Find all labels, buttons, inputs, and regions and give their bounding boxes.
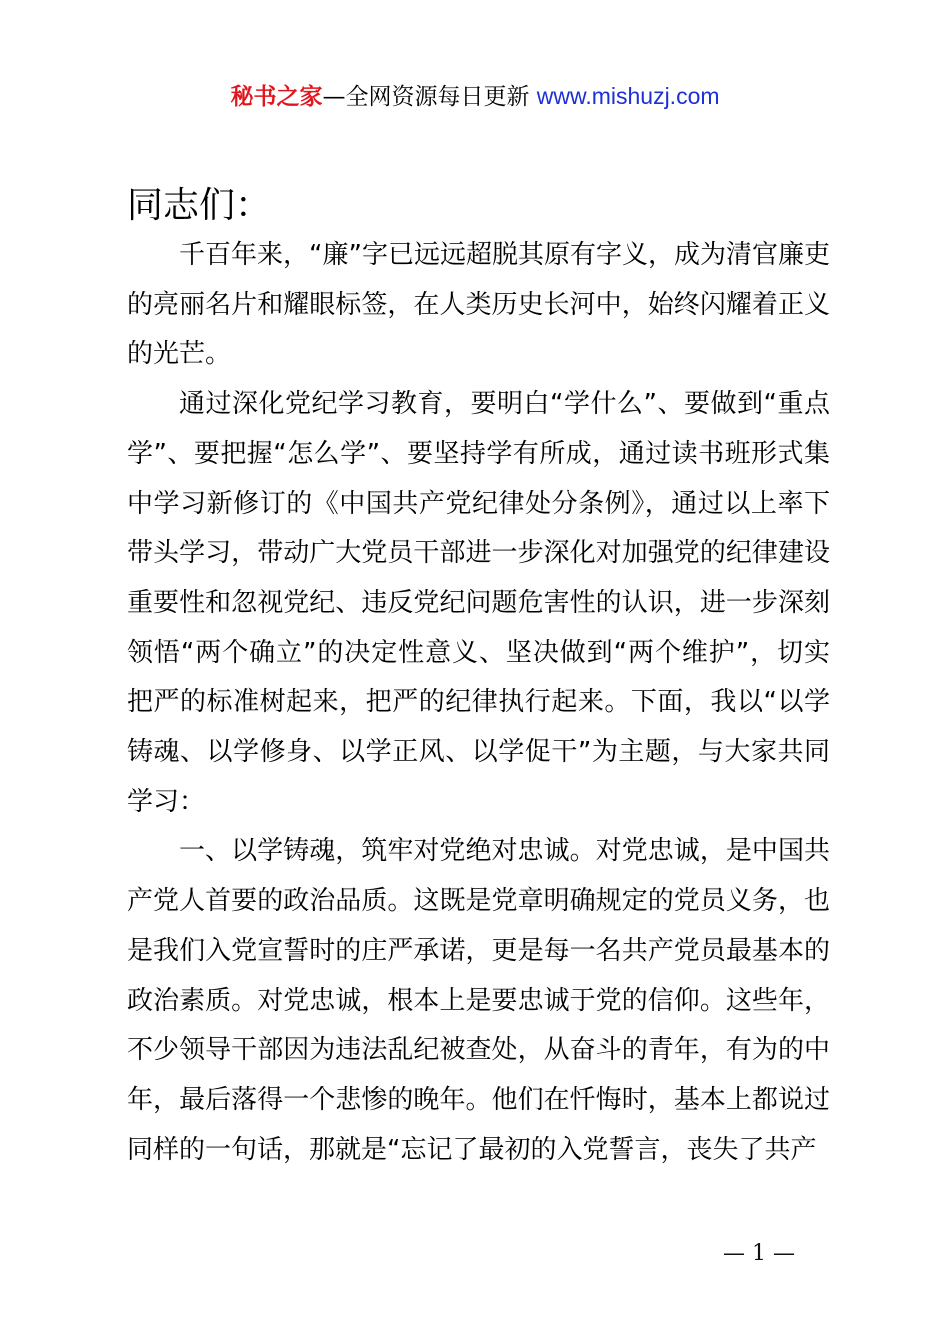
paragraph-overview: 通过深化党纪学习教育，要明白“学什么”、要做到“重点学”、要把握“怎么学”、要坚持学有所成，通过读书班形式集中学习新修订的《中国共产党纪律处分条例》，通过以上率下带头学习，带动广大党员干部进一步深化对加强党的纪律建设重要性和忽视党纪、违反党纪问题危害性的认识，进一步深刻领悟“两个确立”的决定性意义、坚决做到“两个维护”，切实把严的标准树起来，把严的纪律执行起来。下面，我以“以学铸魂、以学修身、以学正风、以学促干”为主题，与大家共同学习：: [127, 389, 830, 817]
header-tagline: —全网资源每日更新: [322, 84, 537, 110]
page-number: — 1 —: [723, 1241, 795, 1266]
site-header: [0, 80, 950, 113]
brand-name: 秘书之家: [230, 84, 323, 110]
salutation: 同志们：: [127, 185, 272, 226]
paragraph-section-one: 一、以学铸魂，筑牢对党绝对忠诚。对党忠诚，是中国共产党人首要的政治品质。这既是党章明确规定的党员义务，也是我们入党宣誓时的庄严承诺，更是每一名共产党员最基本的政治素质。对党忠诚，根本上是要忠诚于党的信仰。这些年，不少领导干部因为违法乱纪被查处，从奋斗的青年，有为的中年，最后落得一个悲惨的晚年。他们在忏悔时，基本上都说过同样的一句话，那就是“忘记了最初的入党誓言，丧失了共产: [127, 836, 830, 1165]
document-body: [127, 231, 830, 1175]
site-url-link[interactable]: www.mishuzj.com: [536, 83, 720, 109]
paragraph-intro: 千百年来，“廉”字已远远超脱其原有字义，成为清官廉吏的亮丽名片和耀眼标签，在人类历史长河中，始终闪耀着正义的光芒。: [127, 240, 830, 370]
